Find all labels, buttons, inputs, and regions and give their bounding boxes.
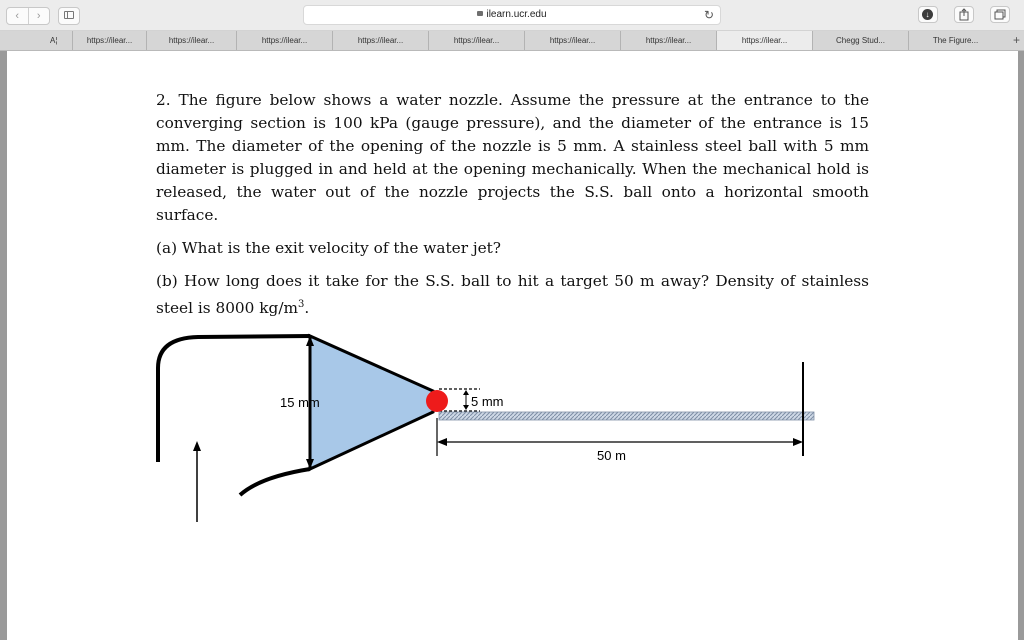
arrow-head [437, 438, 447, 446]
part-b-text: (b) How long does it take for the S.S. ball to hit a target 50 m away? Density of stainless steel is 8000 kg/m [156, 272, 869, 318]
flow-arrow-head [193, 441, 201, 451]
tab[interactable]: The Figure... [908, 31, 1002, 50]
tab-active[interactable]: https://ilear... [716, 31, 812, 50]
tabs-overview-button[interactable] [990, 6, 1010, 23]
nav-buttons [6, 7, 50, 25]
tab[interactable]: https://ilear... [428, 31, 524, 50]
distance-label: 50 m [597, 448, 626, 463]
tabs-icon [991, 7, 1009, 22]
pipe-lower-wall [240, 469, 310, 495]
problem-text [156, 89, 869, 320]
browser-toolbar [0, 0, 1024, 31]
downloads-button[interactable] [918, 6, 938, 23]
problem-intro: 2. The figure below shows a water nozzle. Assume the pressure at the entrance to the converging section is 100 kPa (gauge pressure), and the diameter of the entrance is 15 mm. The diameter of the opening of the nozzle is 5 mm. A stainless steel ball with 5 mm diameter is plugged in and held at the opening mechanically. When the mechanical hold is released, the water out of the nozzle projects the S.S. ball onto a horizontal smooth surface. [156, 91, 869, 224]
arrow-head [793, 438, 803, 446]
sidebar-icon [64, 11, 74, 19]
tab[interactable]: Chegg Stud... [812, 31, 908, 50]
share-button[interactable] [954, 6, 974, 23]
part-b-superscript: 3 [297, 299, 305, 310]
url-display [304, 6, 720, 24]
lock-icon [477, 11, 483, 16]
arrow-head [463, 390, 469, 395]
entrance-label: 15 mm [280, 395, 320, 410]
converging-nozzle [310, 336, 433, 469]
tab[interactable]: https://ilear... [72, 31, 146, 50]
address-bar[interactable] [303, 5, 721, 25]
problem-part-b [156, 270, 869, 320]
tab[interactable]: https://ilear... [524, 31, 620, 50]
nozzle-figure [150, 328, 830, 528]
tab[interactable]: https://ilear... [146, 31, 236, 50]
tab[interactable]: https://ilear... [332, 31, 428, 50]
reload-icon[interactable]: ↻ [703, 8, 714, 22]
new-tab-button[interactable]: + [1012, 33, 1020, 47]
left-margin-bar [0, 51, 7, 640]
tab[interactable]: https://ilear... [236, 31, 332, 50]
download-icon: ↓ [922, 9, 933, 20]
opening-label: 5 mm [471, 394, 504, 409]
arrow-head [463, 405, 469, 410]
horizontal-surface [439, 412, 814, 420]
url-text: ilearn.ucr.edu [486, 9, 547, 20]
sidebar-toggle-button[interactable] [58, 7, 80, 25]
forward-button[interactable]: › [28, 8, 50, 24]
problem-part-a: (a) What is the exit velocity of the water jet? [156, 239, 502, 257]
share-icon [955, 7, 973, 22]
back-button[interactable]: ‹ [15, 10, 20, 22]
steel-ball [426, 390, 448, 412]
right-margin-bar [1018, 51, 1024, 640]
part-b-period: . [304, 299, 310, 318]
tab-bar [0, 31, 1024, 51]
tab[interactable]: https://ilear... [620, 31, 716, 50]
tab[interactable]: A¦ [50, 36, 58, 45]
